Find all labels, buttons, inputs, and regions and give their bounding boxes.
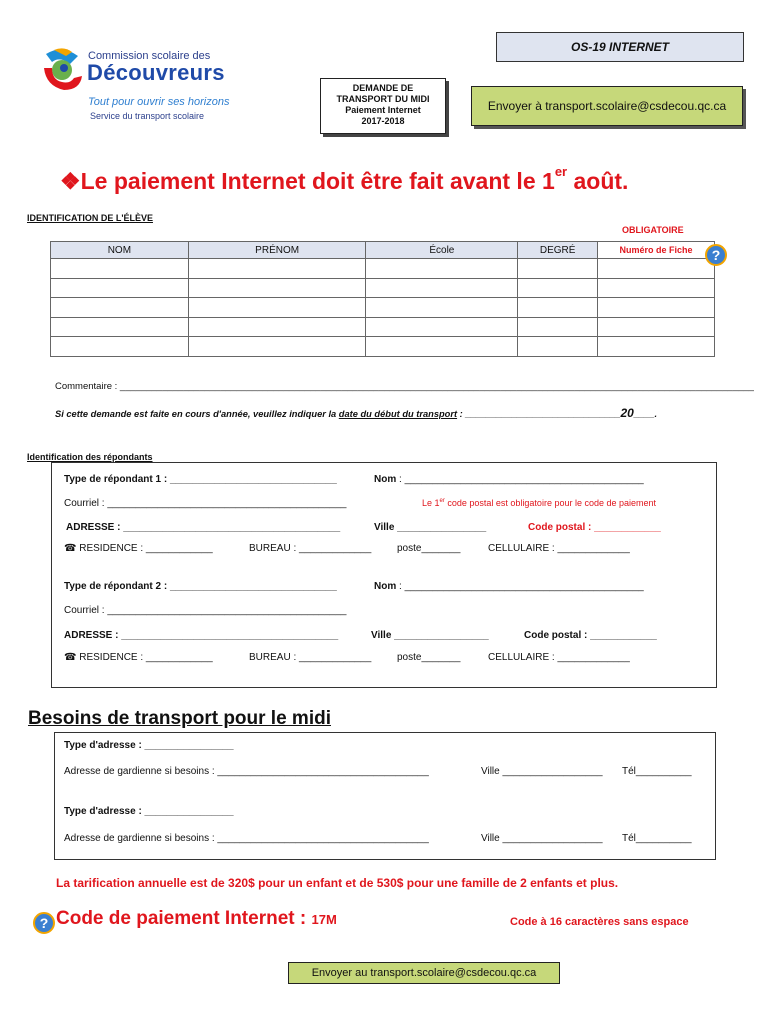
besoins-tel-field-2[interactable]: Tél__________ <box>622 833 692 844</box>
besoins-ville-field-1[interactable]: Ville __________________ <box>481 766 603 777</box>
cell-fiche[interactable] <box>598 259 715 279</box>
help-question-icon-code[interactable]: ? <box>33 912 55 934</box>
debut-prefix: Si cette demande est faite en cours d'année, veuillez indiquer la <box>55 409 339 419</box>
repondants-section-label: Identification des répondants <box>27 452 153 462</box>
besoins-tel-field-1[interactable]: Tél__________ <box>622 766 692 777</box>
table-row <box>51 317 715 337</box>
debut-suffix: : ______________________________ <box>457 409 621 419</box>
besoins-gardienne-field-2[interactable]: Adresse de gardienne si besoins : ______________________________________ <box>64 833 429 844</box>
col-degre: DEGRÉ <box>518 242 598 259</box>
cell-ecole[interactable] <box>366 278 518 298</box>
r1-ville-field[interactable]: Ville ________________ <box>374 522 487 533</box>
org-slogan: Tout pour ouvrir ses horizons <box>88 96 230 108</box>
r1-type-field[interactable]: Type de répondant 1 : ______________________________ <box>64 474 337 485</box>
r1-residence-field[interactable]: ☎ RESIDENCE : ____________ <box>64 543 213 554</box>
payment-code-note: Code à 16 caractères sans espace <box>510 916 689 928</box>
r1-nom-label: Nom <box>374 474 397 485</box>
headline-after: août. <box>567 168 629 194</box>
r1-cellulaire-field[interactable]: CELLULAIRE : _____________ <box>488 543 630 554</box>
table-row <box>51 259 715 279</box>
postal-note-pre: Le 1 <box>422 498 440 508</box>
tarification-text: La tarification annuelle est de 320$ pour un enfant et de 530$ pour une famille de 2 enfants et plus. <box>56 876 619 890</box>
postal-note-sup: er <box>439 498 445 504</box>
r2-poste-field[interactable]: poste_______ <box>397 652 461 663</box>
payment-code-label: Code de paiement Internet : <box>56 908 312 929</box>
col-ecole: École <box>366 242 518 259</box>
besoins-type-field-2[interactable]: Type d'adresse : ________________ <box>64 806 234 817</box>
demande-line3: Paiement Internet <box>345 105 421 115</box>
logo-mark-icon <box>40 46 84 92</box>
diamond-bullet-icon: ❖ <box>60 168 81 194</box>
cell-nom[interactable] <box>51 317 189 337</box>
cell-fiche[interactable] <box>598 278 715 298</box>
r2-adresse-field[interactable]: ADRESSE : _______________________________________ <box>64 630 339 641</box>
postal-code-note <box>422 498 656 508</box>
headline-text: Le paiement Internet doit être fait avant le 1 <box>80 168 555 194</box>
r2-courriel-field[interactable]: Courriel : ___________________________________________ <box>64 605 347 616</box>
cell-prenom[interactable] <box>188 298 366 318</box>
commentaire-line[interactable]: Commentaire : ________________________________________________________________________________________________________________________ <box>55 381 754 392</box>
r2-type-field[interactable]: Type de répondant 2 : ______________________________ <box>64 581 337 592</box>
cell-degre[interactable] <box>518 278 598 298</box>
r1-bureau-field[interactable]: BUREAU : _____________ <box>249 543 372 554</box>
table-row <box>51 337 715 357</box>
debut-transport-line[interactable] <box>55 406 657 420</box>
r1-code-postal-field[interactable]: Code postal : ____________ <box>528 522 661 533</box>
cell-degre[interactable] <box>518 259 598 279</box>
r1-nom-value: : ___________________________________________ <box>396 474 644 485</box>
r2-nom-field[interactable] <box>374 581 644 592</box>
payment-deadline-headline <box>60 164 629 195</box>
cell-degre[interactable] <box>518 298 598 318</box>
cell-prenom[interactable] <box>188 259 366 279</box>
besoins-type-field-1[interactable]: Type d'adresse : ________________ <box>64 740 234 751</box>
demande-box <box>320 78 446 134</box>
demande-line1: DEMANDE DE <box>352 83 414 93</box>
col-nom: NOM <box>51 242 189 259</box>
cell-nom[interactable] <box>51 298 189 318</box>
help-question-icon[interactable]: ? <box>705 244 727 266</box>
cell-fiche[interactable] <box>598 317 715 337</box>
debut-end: ____. <box>633 409 658 419</box>
r2-bureau-field[interactable]: BUREAU : _____________ <box>249 652 372 663</box>
besoins-gardienne-field-1[interactable]: Adresse de gardienne si besoins : ______________________________________ <box>64 766 429 777</box>
payment-code-title <box>56 908 337 930</box>
obligatoire-label: OBLIGATOIRE <box>622 225 684 235</box>
r1-courriel-field[interactable]: Courriel : ___________________________________________ <box>64 498 347 509</box>
r2-ville-field[interactable]: Ville _________________ <box>371 630 489 641</box>
cell-fiche[interactable] <box>598 337 715 357</box>
headline-sup: er <box>554 164 568 179</box>
student-table <box>50 241 715 357</box>
r2-cellulaire-field[interactable]: CELLULAIRE : _____________ <box>488 652 630 663</box>
org-name-line1: Commission scolaire des <box>88 50 211 62</box>
student-section-label: IDENTIFICATION DE L'ÉLÈVE <box>27 213 153 223</box>
cell-ecole[interactable] <box>366 337 518 357</box>
cell-nom[interactable] <box>51 259 189 279</box>
student-table-header <box>51 242 715 259</box>
org-service: Service du transport scolaire <box>90 111 205 121</box>
table-row <box>51 278 715 298</box>
cell-nom[interactable] <box>51 337 189 357</box>
r2-nom-value: : ___________________________________________ <box>396 581 644 592</box>
postal-note-post: code postal est obligatoire pour le code de paiement <box>444 498 657 508</box>
cell-prenom[interactable] <box>188 317 366 337</box>
col-prenom: PRÉNOM <box>188 242 366 259</box>
table-row <box>51 298 715 318</box>
debut-link: date du début du transport <box>338 409 458 419</box>
organization-logo <box>40 44 260 124</box>
cell-ecole[interactable] <box>366 259 518 279</box>
besoins-ville-field-2[interactable]: Ville __________________ <box>481 833 603 844</box>
cell-nom[interactable] <box>51 278 189 298</box>
r2-nom-label: Nom <box>374 581 397 592</box>
form-code-box: OS-19 INTERNET <box>496 32 744 62</box>
cell-ecole[interactable] <box>366 317 518 337</box>
send-email-box-top[interactable]: Envoyer à transport.scolaire@csdecou.qc.ca <box>471 86 743 126</box>
demande-line4: 2017-2018 <box>361 116 405 126</box>
org-name-line2: Découvreurs <box>87 60 225 85</box>
cell-degre[interactable] <box>518 317 598 337</box>
send-email-box-bottom[interactable]: Envoyer au transport.scolaire@csdecou.qc.ca <box>288 962 560 984</box>
cell-fiche[interactable] <box>598 298 715 318</box>
demande-line2: TRANSPORT DU MIDI <box>336 94 430 104</box>
cell-degre[interactable] <box>518 337 598 357</box>
cell-prenom[interactable] <box>188 278 366 298</box>
debut-year: 20 <box>620 406 634 420</box>
col-numero-fiche: Numéro de Fiche <box>598 242 715 259</box>
r1-nom-field[interactable] <box>374 474 644 485</box>
cell-ecole[interactable] <box>366 298 518 318</box>
r2-residence-field[interactable]: ☎ RESIDENCE : ____________ <box>64 652 213 663</box>
r1-adresse-field[interactable]: ADRESSE : _______________________________________ <box>66 522 341 533</box>
cell-prenom[interactable] <box>188 337 366 357</box>
r1-poste-field[interactable]: poste_______ <box>397 543 461 554</box>
besoins-title: Besoins de transport pour le midi <box>28 708 331 729</box>
payment-code-value: 17M <box>311 912 337 927</box>
r2-code-postal-field[interactable]: Code postal : ____________ <box>524 630 657 641</box>
